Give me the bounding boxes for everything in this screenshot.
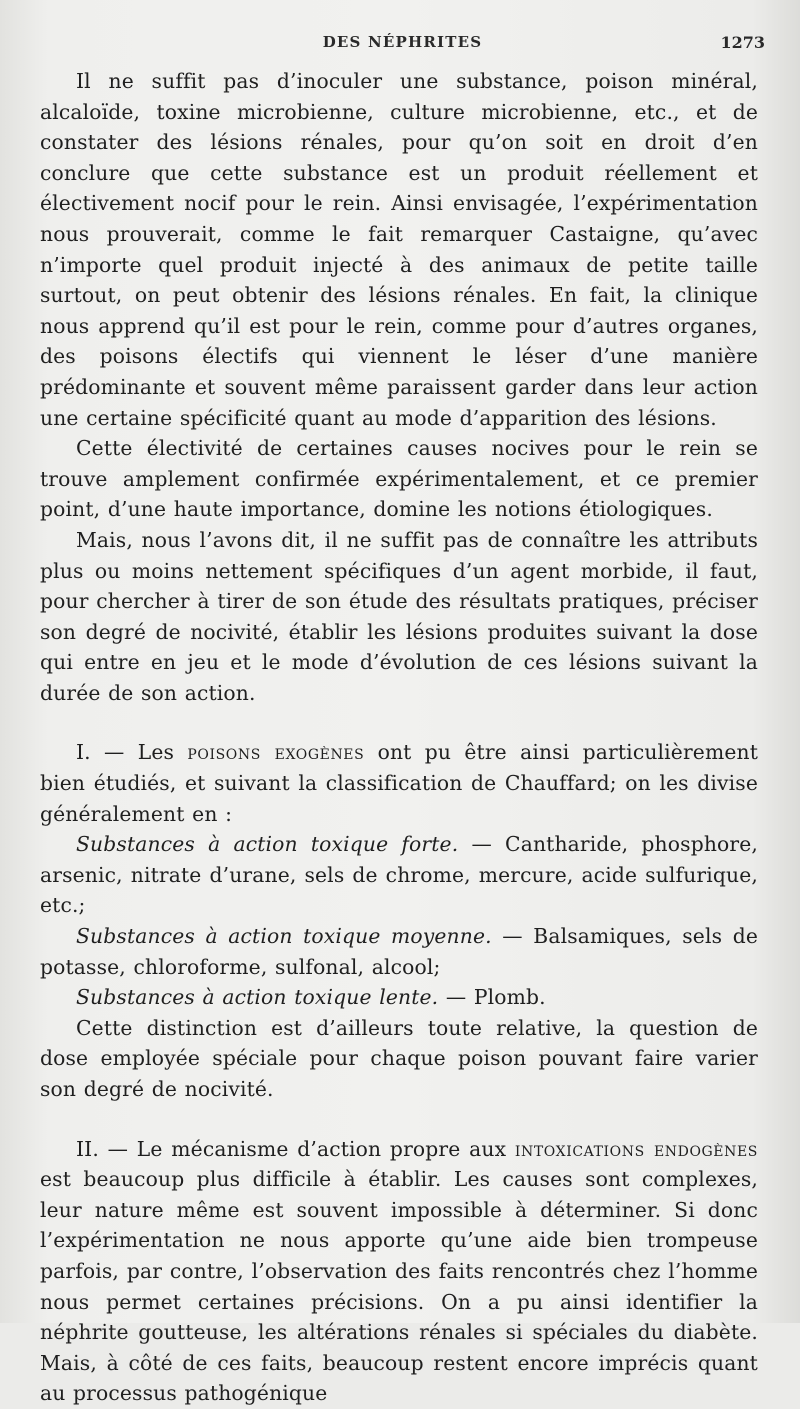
running-title: DES NÉPHRITES (322, 33, 483, 51)
section-endogenous-intoxications (40, 1134, 758, 1409)
body-text (40, 66, 758, 1409)
list-item-heading: Substances à action toxique forte. (76, 832, 459, 857)
paragraph-electivity: Il ne suffit pas d’inoculer une substance, poison minéral, alcaloïde, toxine microbienne, culture microbienne, etc., et de constater des lésions rénales, pour qu’on soit en droit d’en conclure que cette substance est un produit réellement et électivement nocif pour le rein. Ainsi envisagée, l’expérimentation nous prouverait, comme le fait remarquer Castaigne, qu’avec n’importe quel produit injecté à des animaux de petite taille surtout, on peut obtenir des lésions rénales. En fait, la clinique nous apprend qu’il est pour le rein, comme pour d’autres organes, des poisons électifs qui viennent le léser d’une manière prédominante et souvent même paraissent garder dans leur action une certaine spécificité quant au mode d’apparition des lésions. (40, 69, 758, 430)
list-item-strong (40, 829, 758, 921)
page-header (40, 33, 765, 57)
section-text: est beaucoup plus difficile à établir. Les causes sont complexes, leur nature même est souvent impossible à déterminer. Si donc l’expérimentation ne nous apporte qu’une aide bien trompeuse parfois, par contre, l’observation des faits rencontrés chez l’homme nous permet certaines précisions. On a pu ainsi identifier la néphrite goutteuse, les altérations rénales si spéciales du diabète. Mais, à côté de ces faits, beaucoup restent encore imprécis quant au processus pathogénique (40, 1167, 758, 1406)
paragraph-relativity: Cette distinction est d’ailleurs toute relative, la question de dose employée spéciale pour chaque poison pouvant faire varier son degré de nocivité. (40, 1015, 758, 1101)
list-item-text: — Cantharide, phosphore, arsenic, nitrate d’urane, sels de chrome, mercure, acide sulfurique, etc.; (40, 832, 758, 918)
list-item-heading: Substances à action toxique moyenne. (76, 924, 492, 949)
list-item-slow (40, 982, 758, 1013)
section-exogenous-poisons (40, 737, 758, 829)
list-item-text: — Balsamiques, sels de potasse, chloroforme, sulfonal, alcool; (40, 924, 758, 979)
section-lead: II. — Le mécanisme d’action propre aux (76, 1136, 515, 1161)
section-term: poisons exogènes (187, 740, 365, 765)
paragraph-nocivity: Mais, nous l’avons dit, il ne suffit pas de connaître les attributs plus ou moins nettement spécifiques d’un agent morbide, il faut, pour chercher à tirer de son étude des résultats pratiques, préciser son degré de nocivité, établir les lésions produites suivant la dose qui entre en jeu et le mode d’évolution de ces lésions suivant la durée de son action. (40, 527, 758, 705)
section-text: ont pu être ainsi particulièrement bien étudiés, et suivant la classification de Chauffard; on les divise généralement en : (40, 740, 759, 826)
section-term: intoxications endogènes (514, 1136, 758, 1161)
paragraph-confirmation: Cette électivité de certaines causes nocives pour le rein se trouve amplement confirmée expérimentalement, et ce premier point, d’une haute importance, domine les notions étiologiques. (40, 436, 758, 522)
section-lead: I. — Les (76, 740, 188, 765)
list-item-heading: Substances à action toxique lente. (76, 985, 439, 1010)
list-item-medium (40, 921, 758, 982)
page-number: 1273 (720, 33, 765, 52)
list-item-text: — Plomb. (438, 985, 546, 1010)
